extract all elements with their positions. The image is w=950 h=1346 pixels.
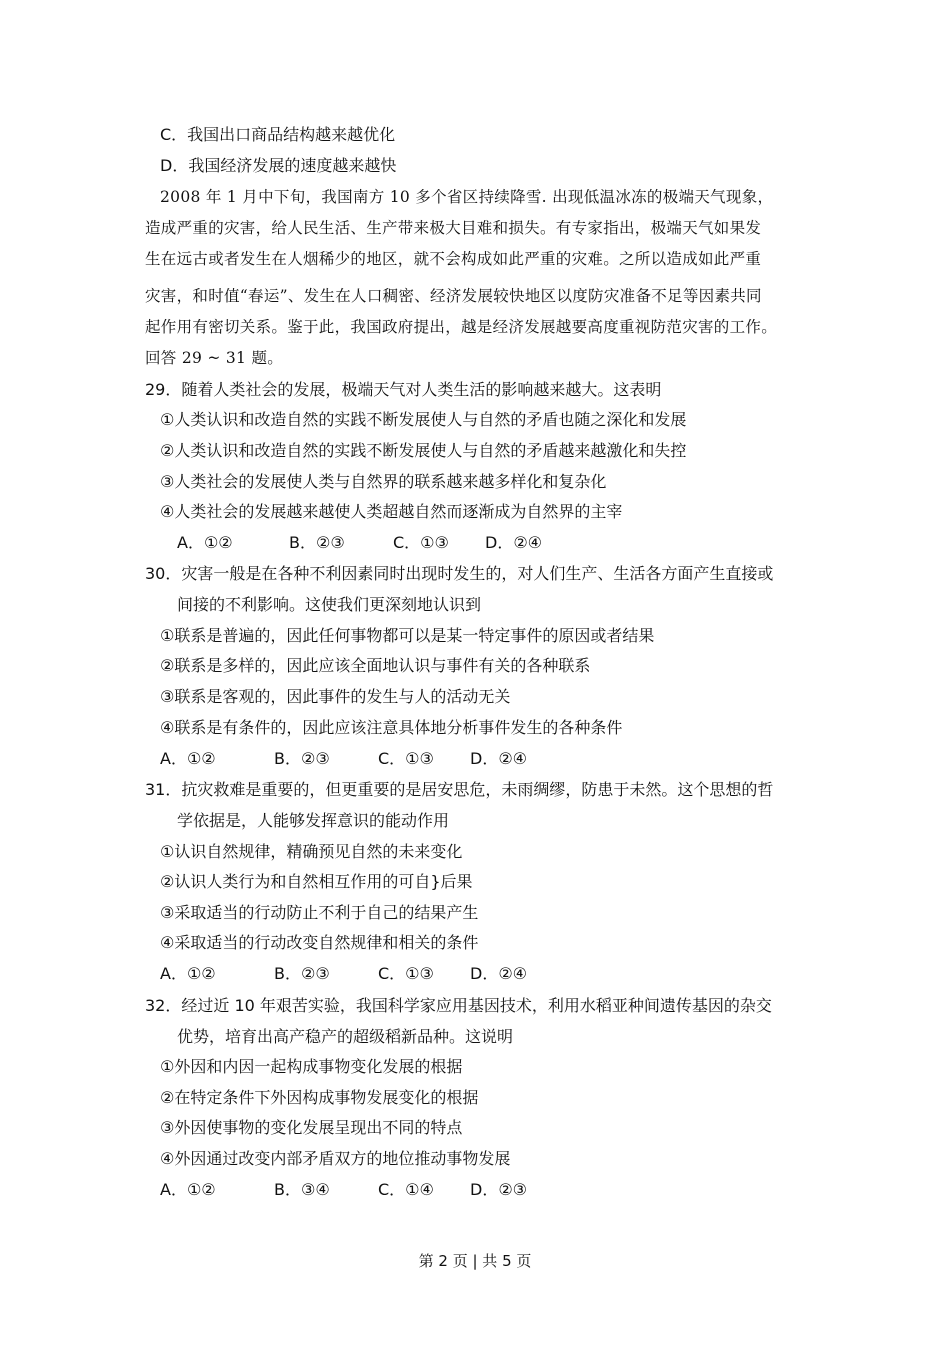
question-31-item-1: ①认识自然规律，精确预见自然的未来变化 <box>160 842 463 861</box>
question-32-item-3: ③外因使事物的变化发展呈现出不同的特点 <box>160 1118 463 1137</box>
choice-a: A．①② <box>160 749 216 768</box>
choice-c: C．①③ <box>378 749 434 768</box>
passage-line: 生在远古或者发生在人烟稀少的地区，就不会构成如此严重的灾难。之所以造成如此严重 <box>145 250 762 268</box>
question-31-item-4: ④采取适当的行动改变自然规律和相关的条件 <box>160 933 479 952</box>
choice-a: A．①② <box>160 964 216 983</box>
question-32-choices <box>160 1180 527 1200</box>
choice-c: C．①③ <box>378 964 434 983</box>
choice-c: C．①③ <box>393 533 449 552</box>
choice-c: C．①④ <box>378 1180 434 1199</box>
question-32-stem-cont: 优势，培育出高产稳产的超级稻新品种。这说明 <box>177 1027 514 1046</box>
choice-b: B．②③ <box>274 964 330 983</box>
page-footer: 第 2 页 | 共 5 页 <box>418 1252 532 1270</box>
choice-b: B．②③ <box>274 749 330 768</box>
question-32-stem: 32．经过近 10 年艰苦实验，我国科学家应用基因技术，利用水稻亚种间遗传基因的杂交 <box>145 996 772 1015</box>
question-29-item-1: ①人类认识和改造自然的实践不断发展使人与自然的矛盾也随之深化和发展 <box>160 410 687 429</box>
choice-a: A．①② <box>177 533 233 552</box>
question-29-item-3: ③人类社会的发展使人类与自然界的联系越来越多样化和复杂化 <box>160 472 607 491</box>
passage-line: 回答 29 ~ 31 题。 <box>145 349 284 367</box>
question-31-item-3: ③采取适当的行动防止不利于自己的结果产生 <box>160 903 479 922</box>
question-31-stem: 31．抗灾救难是重要的，但更重要的是居安思危，未雨绸缪，防患于未然。这个思想的哲 <box>145 780 774 799</box>
choice-a: A．①② <box>160 1180 216 1199</box>
choice-d: D．②③ <box>470 1180 528 1199</box>
question-30-stem: 30．灾害一般是在各种不利因素同时出现时发生的，对人们生产、生活各方面产生直接或 <box>145 564 774 583</box>
passage-line: 造成严重的灾害，给人民生活、生产带来极大目难和损失。有专家指出，极端天气如果发 <box>145 219 762 237</box>
question-29-item-2: ②人类认识和改造自然的实践不断发展使人与自然的矛盾越来越激化和失控 <box>160 441 687 460</box>
choice-d: D．②④ <box>470 964 528 983</box>
passage-line: 灾害，和时值“春运”、发生在人口稠密、经济发展较快地区以度防灾准备不足等因素共同 <box>145 287 762 305</box>
question-31-choices <box>160 964 527 984</box>
passage-line: 起作用有密切关系。鉴于此，我国政府提出，越是经济发展越要高度重视防范灾害的工作。 <box>145 318 778 336</box>
question-30-item-3: ③联系是客观的，因此事件的发生与人的活动无关 <box>160 687 511 706</box>
question-32-item-2: ②在特定条件下外因构成事物发展变化的根据 <box>160 1088 479 1107</box>
question-30-stem-cont: 间接的不利影响。这使我们更深刻地认识到 <box>177 595 482 614</box>
choice-d: D．②④ <box>485 533 543 552</box>
question-30-choices <box>160 749 527 769</box>
choice-b: B．②③ <box>289 533 345 552</box>
question-32-item-4: ④外因通过改变内部矛盾双方的地位推动事物发展 <box>160 1149 511 1168</box>
question-31-item-2: ②认识人类行为和自然相互作用的可自}后果 <box>160 872 473 891</box>
question-31-stem-cont: 学依据是，人能够发挥意识的能动作用 <box>177 811 450 830</box>
question-30-item-1: ①联系是普遍的，因此任何事物都可以是某一特定事件的原因或者结果 <box>160 626 655 645</box>
question-30-item-2: ②联系是多样的，因此应该全面地认识与事件有关的各种联系 <box>160 656 591 675</box>
passage-line: 2008 年 1 月中下旬，我国南方 10 多个省区持续降雪. 出现低温冰冻的极端天气现象， <box>160 188 774 206</box>
choice-d: D．②④ <box>470 749 528 768</box>
question-32-item-1: ①外因和内因一起构成事物变化发展的根据 <box>160 1057 463 1076</box>
question-29-item-4: ④人类社会的发展越来越使人类超越自然而逐渐成为自然界的主宰 <box>160 502 623 521</box>
question-30-item-4: ④联系是有条件的，因此应该注意具体地分析事件发生的各种条件 <box>160 718 623 737</box>
question-29-choices <box>177 533 542 553</box>
prev-option-c: C．我国出口商品结构越来越优化 <box>160 125 396 144</box>
prev-option-d: D．我国经济发展的速度越来越快 <box>160 156 397 175</box>
choice-b: B．③④ <box>274 1180 330 1199</box>
question-29-stem: 29．随着人类社会的发展，极端天气对人类生活的影响越来越大。这表明 <box>145 380 662 399</box>
